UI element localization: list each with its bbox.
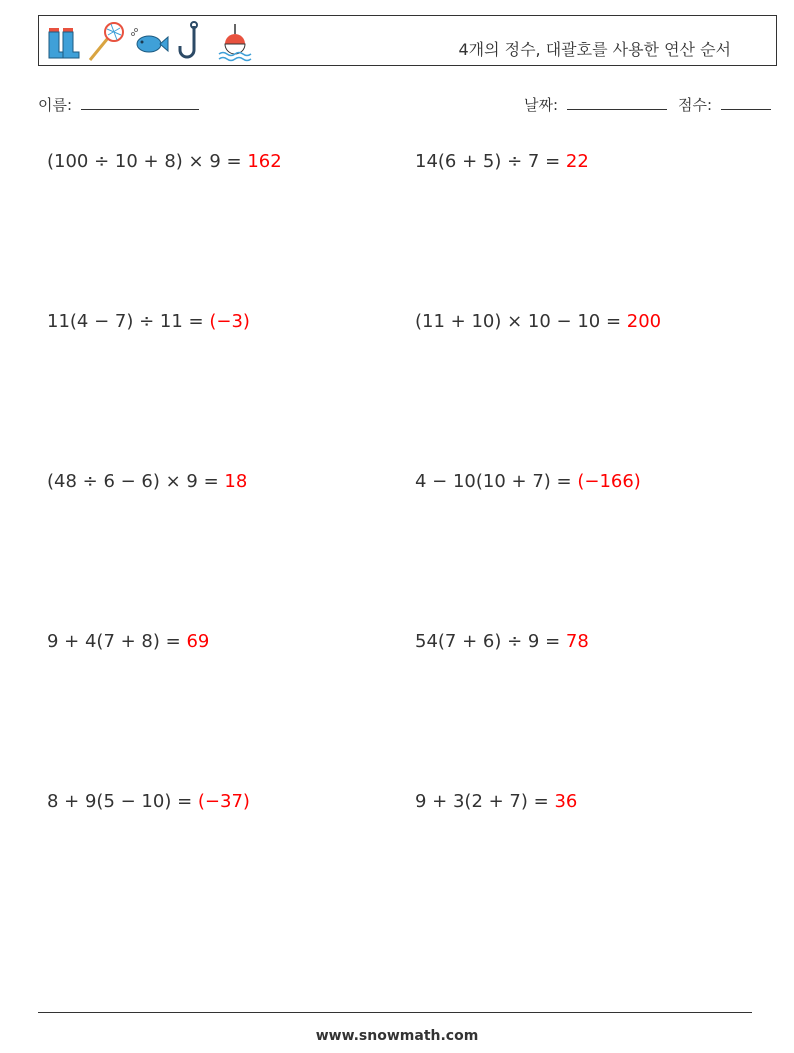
date-field: [524, 94, 667, 115]
score-blank[interactable]: [721, 95, 771, 110]
boots-icon: [43, 20, 83, 64]
fish-hook-icon: [172, 20, 212, 64]
problem-expression: 9 + 3(2 + 7) =: [415, 791, 555, 812]
problem-answer: (−37): [197, 791, 250, 812]
name-label: 이름:: [38, 96, 73, 114]
score-label: 점수:: [678, 96, 713, 114]
problem-1: [47, 151, 282, 172]
problem-answer: 22: [565, 151, 589, 172]
header-icons: [43, 20, 258, 64]
date-blank[interactable]: [567, 95, 667, 110]
problem-8: [415, 631, 589, 652]
problem-expression: 9 + 4(7 + 8) =: [47, 631, 187, 652]
problem-expression: (48 ÷ 6 − 6) × 9 =: [47, 471, 225, 492]
problem-answer: 162: [247, 151, 282, 172]
problem-answer: 69: [186, 631, 210, 652]
problem-expression: 14(6 + 5) ÷ 7 =: [415, 151, 566, 172]
problem-6: [415, 471, 641, 492]
footer-divider: [38, 1012, 752, 1013]
problem-2: [415, 151, 589, 172]
problem-answer: 200: [626, 311, 662, 332]
problem-expression: (100 ÷ 10 + 8) × 9 =: [47, 151, 248, 172]
problem-expression: (11 + 10) × 10 − 10 =: [415, 311, 627, 332]
problem-expression: 11(4 − 7) ÷ 11 =: [47, 311, 210, 332]
worksheet-title: 4개의 정수, 대괄호를 사용한 연산 순서: [458, 40, 731, 59]
name-field: [38, 94, 199, 115]
problem-answer: 78: [565, 631, 589, 652]
problem-9: [47, 791, 250, 812]
problem-expression: 54(7 + 6) ÷ 9 =: [415, 631, 566, 652]
problem-answer: 18: [224, 471, 248, 492]
problem-answer: (−3): [209, 311, 250, 332]
worksheet-header: [38, 15, 777, 66]
problem-answer: 36: [554, 791, 578, 812]
score-field: [678, 94, 771, 115]
problem-7: [47, 631, 209, 652]
fishing-float-icon: [215, 20, 255, 64]
date-label: 날짜:: [524, 96, 559, 114]
problem-10: [415, 791, 577, 812]
footer-url[interactable]: www.snowmath.com: [315, 1028, 479, 1044]
fishing-net-icon: [86, 20, 126, 64]
problem-3: [47, 311, 250, 332]
problem-4: [415, 311, 661, 332]
problem-expression: 8 + 9(5 − 10) =: [47, 791, 198, 812]
problem-5: [47, 471, 247, 492]
problem-answer: (−166): [577, 471, 641, 492]
problem-expression: 4 − 10(10 + 7) =: [415, 471, 578, 492]
fish-icon: [129, 20, 169, 64]
name-blank[interactable]: [81, 95, 199, 110]
